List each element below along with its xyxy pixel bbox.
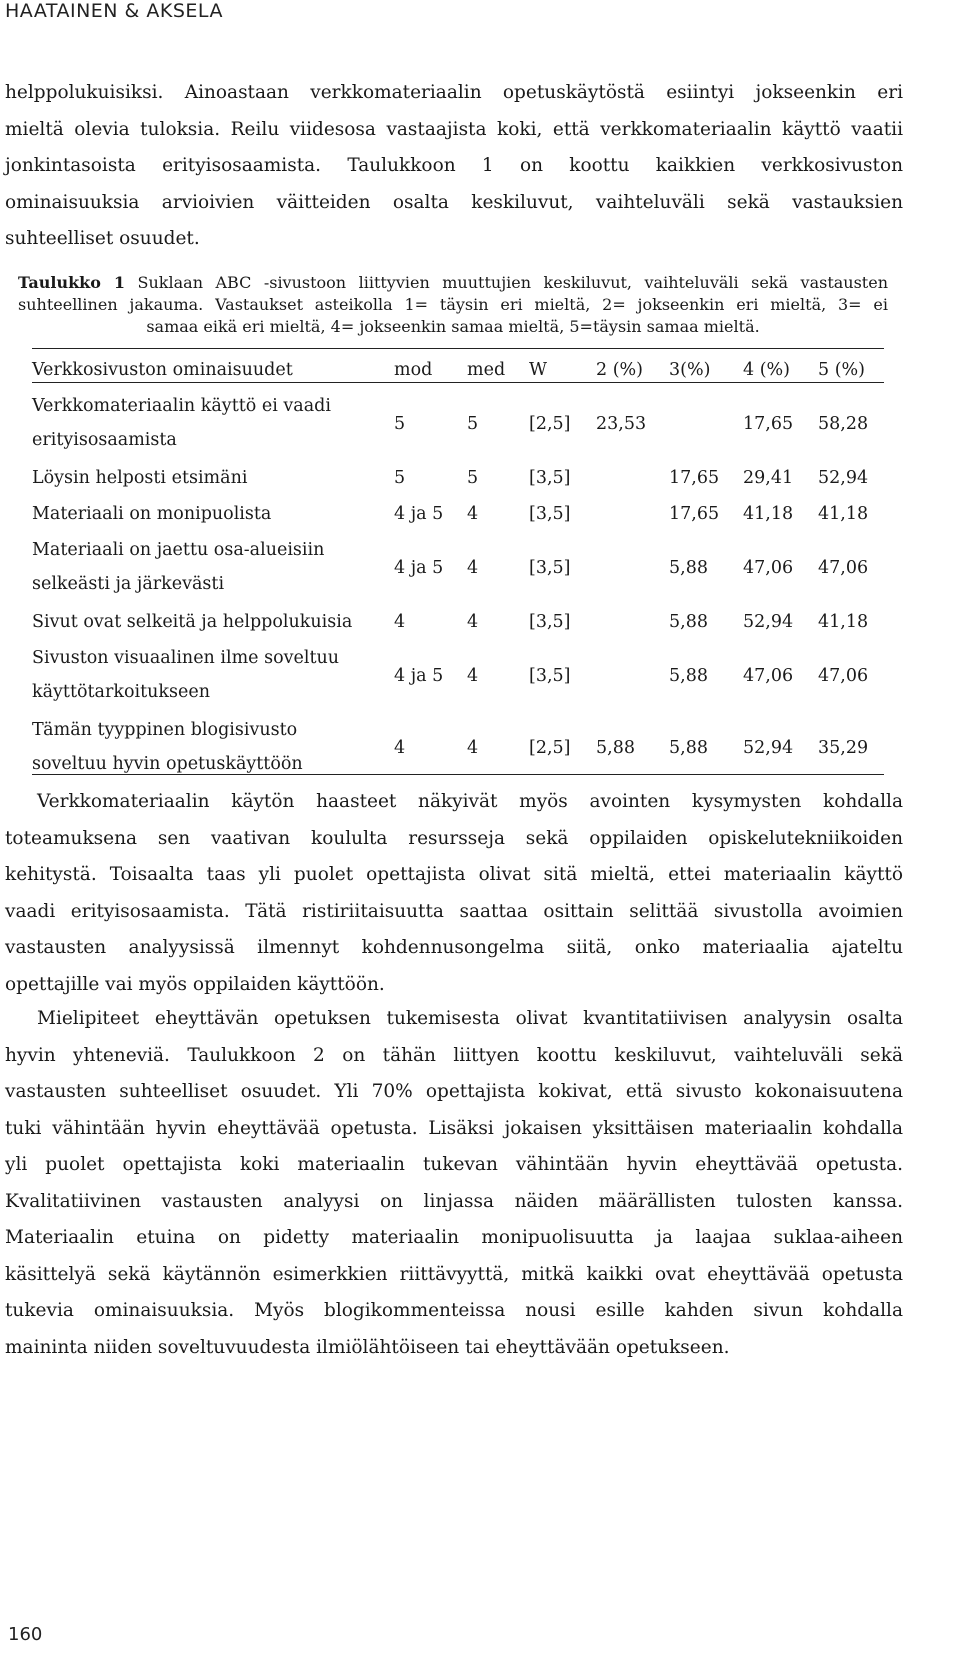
table-value-cell: 52,94 bbox=[743, 738, 794, 758]
text-line: vastausten suhteelliset osuudet. Yli 70% opettajista kokivat, että sivusto kokonaisuutena bbox=[5, 1081, 903, 1102]
table-value-cell: 5 bbox=[394, 468, 406, 488]
table-value-cell: 23,53 bbox=[596, 414, 647, 434]
table-value-cell: 52,94 bbox=[818, 468, 869, 488]
table-header-cell: Verkkosivuston ominaisuudet bbox=[32, 360, 293, 380]
table-value-cell: 47,06 bbox=[743, 666, 794, 686]
text-line: toteamuksena sen vaativan koululta resursseja sekä oppilaiden opiskelutekniikoiden bbox=[5, 827, 903, 849]
table-value-cell: 47,06 bbox=[818, 558, 869, 578]
table-feature-cell: soveltuu hyvin opetuskäyttöön bbox=[32, 754, 303, 774]
text-line: Materiaalin etuina on pidetty materiaalin monipuolisuutta ja laajaa suklaa-aiheen bbox=[5, 1227, 903, 1248]
table-value-cell: [2,5] bbox=[529, 738, 571, 758]
table-header-rule bbox=[32, 382, 884, 383]
page-number: 160 bbox=[8, 1624, 43, 1645]
table-value-cell: 41,18 bbox=[818, 612, 869, 632]
text-line: ominaisuuksia arvioivien väitteiden osalta keskiluvut, vaihteluväli sekä vastauksien bbox=[5, 191, 903, 213]
text-line: maininta niiden soveltuvuudesta ilmiölähtöiseen tai eheyttävään opetukseen. bbox=[5, 1336, 730, 1358]
table-value-cell: 17,65 bbox=[669, 504, 720, 524]
table-value-cell: 4 ja 5 bbox=[394, 504, 444, 524]
table-feature-cell: Sivuston visuaalinen ilme soveltuu bbox=[32, 648, 340, 668]
text-line: Mielipiteet eheyttävän opetuksen tukemisesta olivat kvantitatiivisen analyysin osalta bbox=[37, 1008, 903, 1029]
paragraph-2 bbox=[5, 784, 903, 1003]
table-header-cell: 5 (%) bbox=[818, 360, 865, 380]
table-feature-cell: Materiaali on jaettu osa-alueisiin bbox=[32, 540, 325, 560]
table-value-cell: [3,5] bbox=[529, 468, 571, 488]
text-line: mieltä olevia tuloksia. Reilu viidesosa vastaajista koki, että verkkomateriaalin käyttö vaatii bbox=[5, 118, 903, 140]
table-value-cell: 4 bbox=[467, 738, 479, 758]
text-line: hyvin yhteneviä. Taulukkoon 2 on tähän liittyen koottu keskiluvut, vaihteluväli sekä bbox=[5, 1044, 903, 1066]
table-value-cell: 5,88 bbox=[596, 738, 635, 758]
table-value-cell: 5 bbox=[394, 414, 406, 434]
table-feature-cell: Tämän tyyppinen blogisivusto bbox=[32, 720, 298, 740]
table-header-cell: mod bbox=[394, 360, 433, 380]
caption-line-3: samaa eikä eri mieltä, 4= jokseenkin samaa mieltä, 5=täysin samaa mieltä. bbox=[146, 317, 760, 336]
text-line: käsittelyä sekä käytännön esimerkkien riittävyyttä, mitkä kaikki ovat eheyttävää opetusta bbox=[5, 1263, 903, 1285]
table-top-rule bbox=[32, 348, 884, 349]
paragraph-3 bbox=[5, 1001, 903, 1366]
table-value-cell: 47,06 bbox=[743, 558, 794, 578]
text-line: tukevia ominaisuuksia. Myös blogikommenteissa nousi esille kahden sivun kohdalla bbox=[5, 1300, 903, 1321]
running-head: HAATAINEN & AKSELA bbox=[5, 0, 223, 22]
table-value-cell: 5,88 bbox=[669, 738, 708, 758]
results-table bbox=[32, 348, 884, 776]
table-value-cell: 17,65 bbox=[743, 414, 794, 434]
table-feature-cell: Materiaali on monipuolista bbox=[32, 504, 272, 524]
table-value-cell: 4 ja 5 bbox=[394, 666, 444, 686]
table-header-cell: 4 (%) bbox=[743, 360, 790, 380]
table-header-cell: med bbox=[467, 360, 506, 380]
table-feature-cell: Verkkomateriaalin käyttö ei vaadi bbox=[32, 396, 331, 416]
text-line: vastausten analyysissä ilmennyt kohdennusongelma siitä, onko materiaalia ajateltu bbox=[5, 937, 903, 958]
text-line: tuki vähintään hyvin eheyttävää opetusta. Lisäksi jokaisen yksittäisen materiaalin kohdalla bbox=[5, 1117, 903, 1139]
table-value-cell: [3,5] bbox=[529, 612, 571, 632]
table-feature-cell: erityisosaamista bbox=[32, 430, 177, 450]
intro-paragraph bbox=[5, 75, 903, 258]
caption-text: Suklaan ABC -sivustoon liittyvien muuttujien keskiluvut, vaihteluväli sekä vastausten bbox=[125, 273, 889, 292]
text-line: Verkkomateriaalin käytön haasteet näkyivät myös avointen kysymysten kohdalla bbox=[37, 791, 903, 812]
caption-line-2: suhteellinen jakauma. Vastaukset asteikolla 1= täysin eri mieltä, 2= jokseenkin eri mieltä, 3= ei bbox=[18, 295, 888, 314]
table-feature-cell: selkeästi ja järkevästi bbox=[32, 574, 225, 594]
table-value-cell: 4 ja 5 bbox=[394, 558, 444, 578]
table-feature-cell: Löysin helposti etsimäni bbox=[32, 468, 248, 488]
table-value-cell: [2,5] bbox=[529, 414, 571, 434]
table-value-cell: 5,88 bbox=[669, 612, 708, 632]
table-value-cell: 4 bbox=[467, 558, 479, 578]
table-value-cell: 29,41 bbox=[743, 468, 794, 488]
table-value-cell: [3,5] bbox=[529, 558, 571, 578]
table-value-cell: 4 bbox=[394, 612, 406, 632]
table-value-cell: 52,94 bbox=[743, 612, 794, 632]
text-line: vaadi erityisosaamista. Tätä ristiriitaisuutta saattaa osittain selittää sivustolla avoimien bbox=[5, 900, 903, 922]
table-value-cell: 4 bbox=[467, 612, 479, 632]
table-header-cell: 3(%) bbox=[669, 360, 711, 380]
table-value-cell: 35,29 bbox=[818, 738, 869, 758]
table-feature-cell: käyttötarkoitukseen bbox=[32, 682, 210, 702]
table-value-cell: 17,65 bbox=[669, 468, 720, 488]
table-value-cell: 47,06 bbox=[818, 666, 869, 686]
table-value-cell: 41,18 bbox=[818, 504, 869, 524]
table-value-cell: 58,28 bbox=[818, 414, 869, 434]
text-line: Kvalitatiivinen vastausten analyysi on linjassa näiden määrällisten tulosten kanssa. bbox=[5, 1190, 903, 1212]
table-value-cell: [3,5] bbox=[529, 666, 571, 686]
table-feature-cell: Sivut ovat selkeitä ja helppolukuisia bbox=[32, 612, 353, 632]
table-value-cell: 4 bbox=[394, 738, 406, 758]
text-line: opettajille vai myös oppilaiden käyttöön. bbox=[5, 973, 385, 995]
table-value-cell: 4 bbox=[467, 504, 479, 524]
table-caption bbox=[18, 272, 888, 338]
table-bottom-rule bbox=[32, 774, 884, 775]
text-line: suhteelliset osuudet. bbox=[5, 228, 200, 249]
table-value-cell: [3,5] bbox=[529, 504, 571, 524]
table-header-cell: W bbox=[529, 360, 547, 380]
table-value-cell: 5,88 bbox=[669, 666, 708, 686]
caption-line-1 bbox=[18, 272, 888, 294]
table-value-cell: 41,18 bbox=[743, 504, 794, 524]
text-line: yli puolet opettajista koki materiaalin tukevan vähintään hyvin eheyttävää opetusta. bbox=[5, 1154, 903, 1175]
text-line: kehitystä. Toisaalta taas yli puolet opettajista olivat sitä mieltä, ettei materiaalin käyttö bbox=[5, 864, 903, 885]
caption-label: Taulukko 1 bbox=[18, 273, 126, 292]
text-line: jonkintasoista erityisosaamista. Taulukkoon 1 on koottu kaikkien verkkosivuston bbox=[5, 155, 903, 176]
table-header-cell: 2 (%) bbox=[596, 360, 643, 380]
text-line: helppolukuisiksi. Ainoastaan verkkomateriaalin opetuskäytöstä esiintyi jokseenkin eri bbox=[5, 82, 903, 103]
table-value-cell: 5,88 bbox=[669, 558, 708, 578]
table-value-cell: 5 bbox=[467, 414, 479, 434]
table-value-cell: 4 bbox=[467, 666, 479, 686]
table-value-cell: 5 bbox=[467, 468, 479, 488]
